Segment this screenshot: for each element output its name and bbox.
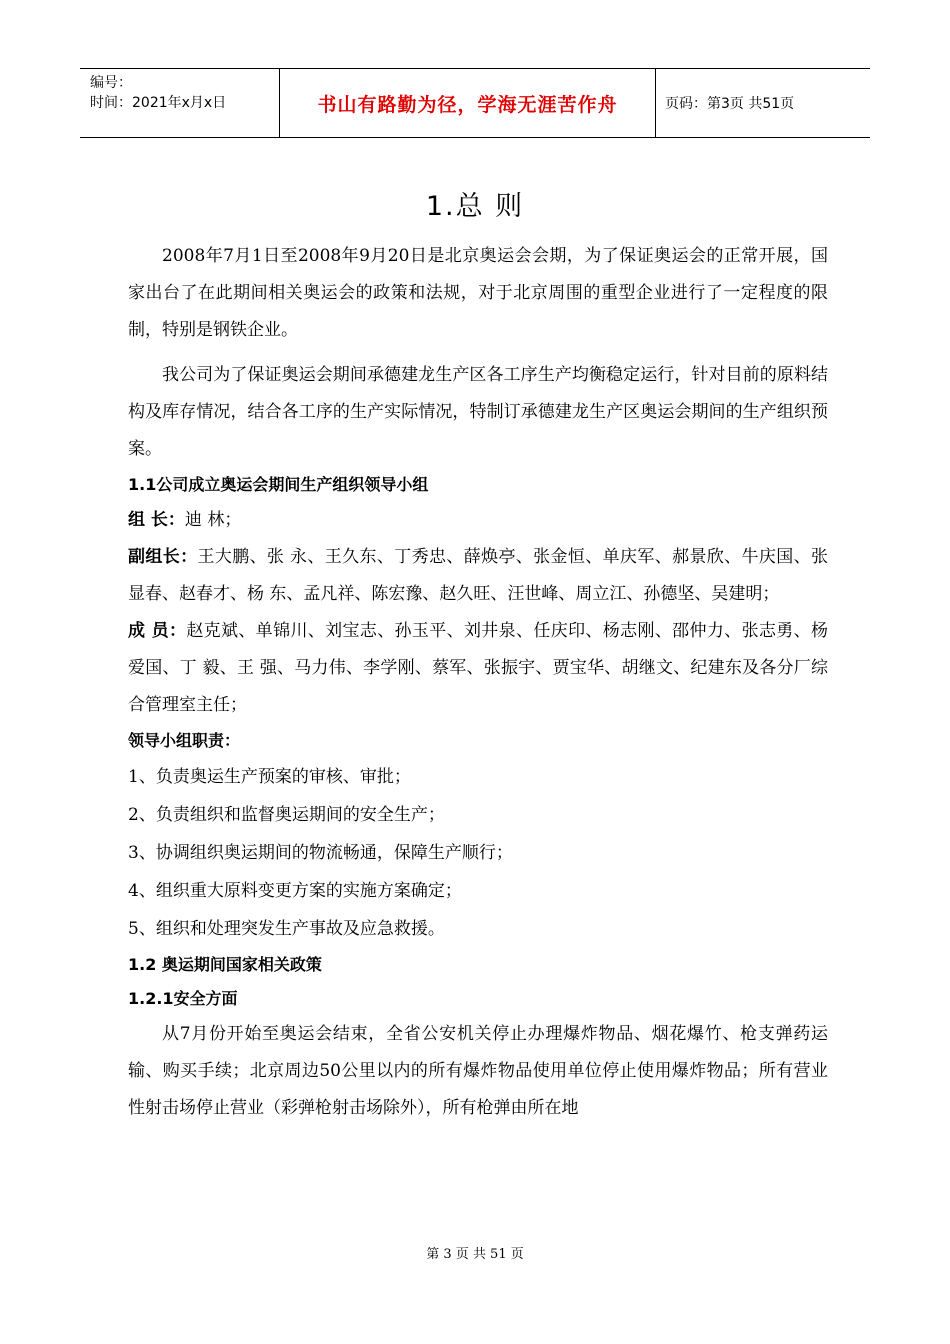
leader-name: 迪 林； xyxy=(184,510,242,530)
deputy-names: 王大鹏、张 永、王久东、丁秀忠、薛焕亭、张金恒、单庆军、郝景欣、牛庆国、张显春、赵春才、杨 东、孟凡祥、陈宏豫、赵久旺、汪世峰、周立江、孙德坚、吴建明； xyxy=(128,547,829,604)
member-label: 成 员： xyxy=(128,621,187,641)
deputy-label: 副组长： xyxy=(128,547,198,567)
duty-item: 2、负责组织和监督奥运期间的安全生产； xyxy=(128,805,445,825)
header-page-code: 页码：第3页 共51页 xyxy=(665,96,795,112)
duty-item: 3、协调组织奥运期间的物流畅通，保障生产顺行； xyxy=(128,843,513,863)
time-label: 时间：2021年x月x日 xyxy=(90,95,227,111)
document-body xyxy=(128,238,828,1127)
header-meta-cell xyxy=(80,69,280,137)
duty-item: 4、组织重大原料变更方案的实施方案确定； xyxy=(128,881,462,901)
page-title: 1.总 则 xyxy=(425,191,525,222)
intro-paragraph-2: 我公司为了保证奥运会期间承德建龙生产区各工序生产均衡稳定运行，针对目前的原料结构及库存情况，结合各工序的生产实际情况，特制订承德建龙生产区奥运会期间的生产组织预案。 xyxy=(128,365,828,459)
leader-line xyxy=(128,502,828,539)
duty-item: 5、组织和处理突发生产事故及应急救援。 xyxy=(128,919,445,939)
header-motto: 书山有路勤为径，学海无涯苦作舟 xyxy=(280,69,656,137)
section-1-2-heading: 1.2 奥运期间国家相关政策 xyxy=(128,955,322,974)
duties-label: 领导小组职责： xyxy=(128,731,241,750)
deputy-line xyxy=(128,539,828,613)
member-line xyxy=(128,613,828,724)
section-1-2-1-heading: 1.2.1安全方面 xyxy=(128,989,238,1008)
member-names: 赵克斌、单锦川、刘宝志、孙玉平、刘井泉、任庆印、杨志刚、邵仲力、张志勇、杨爱国、丁 毅、王 强、马力伟、李学刚、蔡军、张振宇、贾宝华、胡继文、纪建东及各分厂综合管理室主任； xyxy=(128,621,828,715)
section-1-1-heading: 1.1公司成立奥运会期间生产组织领导小组 xyxy=(128,475,429,494)
number-label: 编号： xyxy=(90,75,132,91)
safety-paragraph: 从7月份开始至奥运会结束，全省公安机关停止办理爆炸物品、烟花爆竹、枪支弹药运输、购买手续；北京周边50公里以内的所有爆炸物品使用单位停止使用爆炸物品；所有营业性射击场停止营业（彩弹枪射击场除外），所有枪弹由所在地 xyxy=(128,1024,828,1118)
page-footer: 第 3 页 共 51 页 xyxy=(426,1247,524,1262)
duty-item: 1、负责奥运生产预案的审核、审批； xyxy=(128,767,411,787)
intro-paragraph-1: 2008年7月1日至2008年9月20日是北京奥运会会期，为了保证奥运会的正常开展，国家出台了在此期间相关奥运会的政策和法规，对于北京周围的重型企业进行了一定程度的限制，特别是钢铁企业。 xyxy=(128,246,828,340)
page-header xyxy=(80,68,870,138)
leader-label: 组 长： xyxy=(128,510,185,530)
